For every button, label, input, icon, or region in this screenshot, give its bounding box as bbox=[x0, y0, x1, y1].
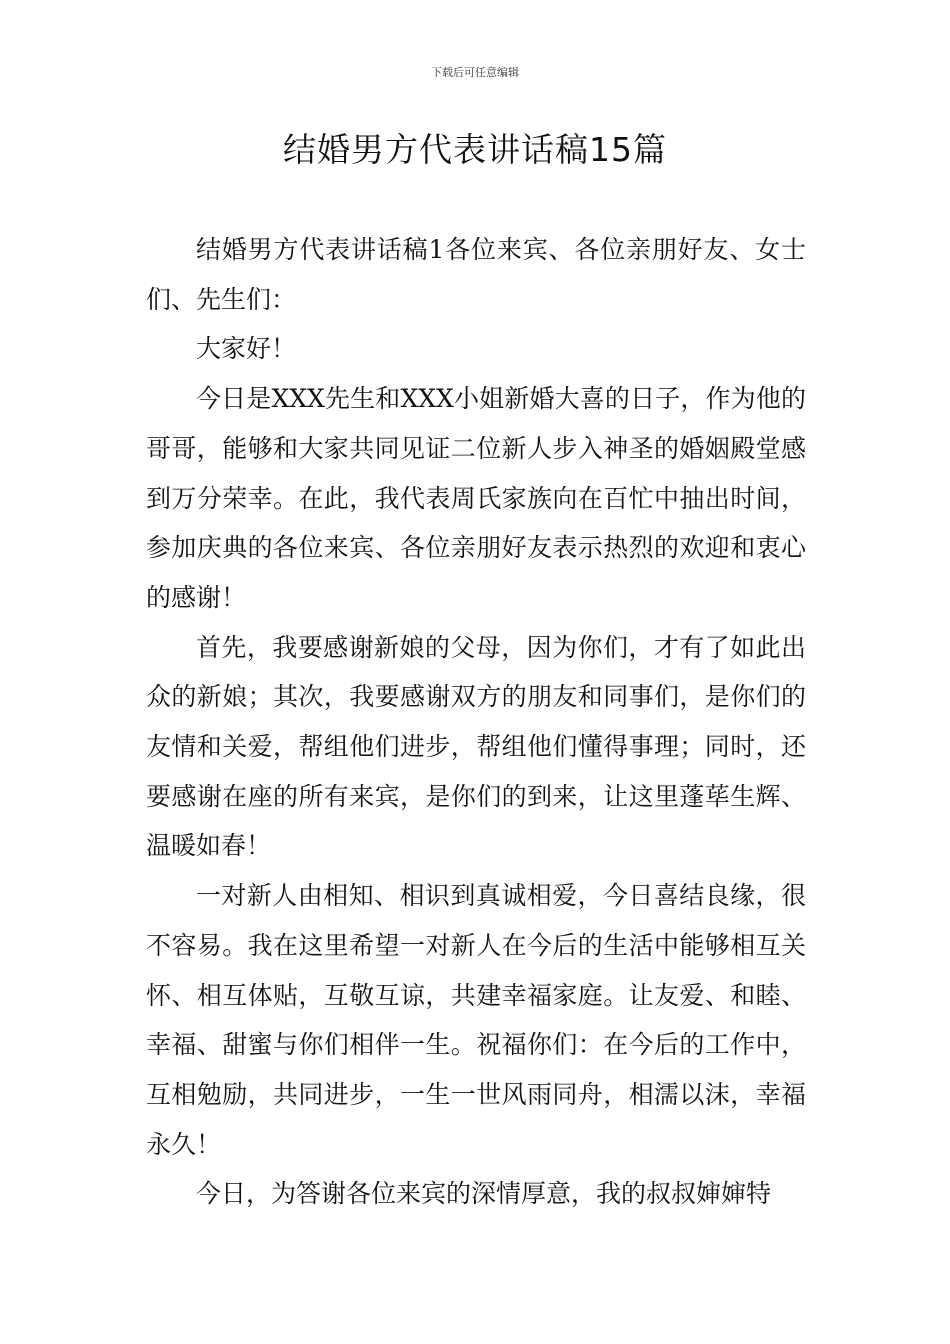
paragraph-closing: 今日，为答谢各位来宾的深情厚意，我的叔叔婶婶特 bbox=[196, 1179, 772, 1209]
document-title: 结婚男方代表讲话稿15篇 bbox=[283, 130, 667, 169]
header-note: 下载后可任意编辑 bbox=[431, 66, 519, 79]
paragraph-wishes: 一对新人由相知、相识到真诚相爱，今日喜结良缘，很不容易。我在这里希望一对新人在今后的生活中能够相互关怀、相互体贴，互敬互谅，共建幸福家庭。让友爱、和睦、幸福、甜蜜与你们相伴一生。祝福你们：在今后的工作中，互相勉励，共同进步，一生一世风雨同舟，相濡以沫，幸福永久！ bbox=[146, 881, 806, 1159]
paragraph-opening: 结婚男方代表讲话稿1各位来宾、各位亲朋好友、女士们、先生们： bbox=[146, 235, 806, 314]
paragraph-greeting: 大家好！ bbox=[196, 334, 297, 364]
paragraph-introduction: 今日是XXX先生和XXX小姐新婚大喜的日子，作为他的哥哥，能够和大家共同见证二位新人步入神圣的婚姻殿堂感到万分荣幸。在此，我代表周氏家族向在百忙中抽出时间，参加庆典的各位来宾、各位亲朋好友表示热烈的欢迎和衷心的感谢！ bbox=[146, 384, 806, 612]
document-body bbox=[146, 225, 806, 1219]
paragraph-thanks: 首先，我要感谢新娘的父母，因为你们，才有了如此出众的新娘；其次，我要感谢双方的朋友和同事们，是你们的友情和关爱，帮组他们进步，帮组他们懂得事理；同时，还要感谢在座的所有来宾，是你们的到来，让这里蓬荜生辉、温暖如春！ bbox=[146, 632, 806, 861]
